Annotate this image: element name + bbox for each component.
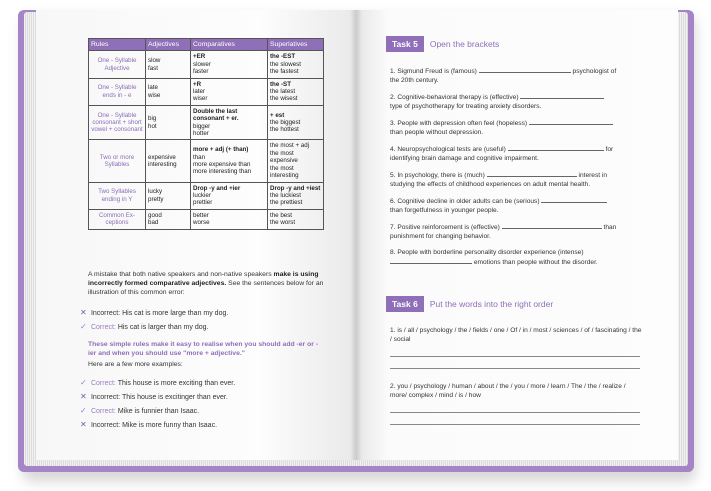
column-header: Adjectives	[146, 39, 191, 51]
intro-text: See the sentences below for an illustration of this common error:	[88, 280, 324, 296]
task5-item-8: 8. People with borderline personality disorder experience (intense) emotions than people without the disorder.	[390, 249, 598, 266]
table-row	[89, 140, 324, 182]
answer-blank[interactable]	[520, 92, 604, 99]
cell-line: bad	[148, 219, 159, 227]
example-text: This house is more exciting than ever.	[117, 380, 236, 387]
answer-blank[interactable]	[541, 196, 607, 203]
task6-item-2: 2. you / psychology / human / about / the / you / more / learn / The / the / realize / more/ complex / mind / is / how	[390, 383, 626, 399]
check-icon: ✓	[80, 322, 87, 331]
column-header: Superlatives	[268, 39, 324, 51]
example-label: Incorrect:	[90, 422, 121, 429]
cell-line: the luckiest	[270, 191, 301, 199]
cell-line: faster	[193, 68, 209, 76]
cell-rule: Drop -y and +ier	[193, 184, 241, 192]
task5-item-1: 1. Sigmund Freud is (famous) psychologist of the 20th century.	[390, 68, 617, 84]
example-correct	[80, 322, 208, 331]
example-label: Correct:	[90, 324, 116, 331]
example-text: His cat is more large than my dog.	[122, 310, 229, 317]
task5-header	[386, 36, 499, 52]
example-label: Correct:	[90, 408, 116, 415]
cell-line: prettier	[193, 199, 213, 207]
cell-line: the fastest	[270, 68, 299, 76]
example-incorrect	[80, 308, 228, 317]
example-label: Incorrect:	[90, 310, 121, 317]
check-icon: ✓	[80, 406, 87, 415]
tip-follow: Here are a few more examples:	[88, 361, 183, 368]
task5-item-5: 5. In psychology, there is (much) interest in studying the effects of childhood experiences on adult mental health.	[390, 172, 608, 188]
cell-rule: more + adj (+ than)	[193, 146, 249, 154]
column-header: Comparatives	[191, 39, 268, 51]
cell-rule: the -EST	[270, 53, 296, 61]
cell-line: hotter	[193, 130, 209, 138]
cell-rule: the -ST	[270, 80, 291, 88]
cross-icon: ✕	[80, 308, 87, 317]
right-page	[356, 10, 678, 460]
cross-icon: ✕	[80, 392, 87, 401]
table-row	[89, 182, 324, 209]
intro-make: make is	[273, 271, 299, 278]
table-header-row	[89, 39, 324, 51]
example-correct	[80, 378, 235, 387]
example-incorrect	[80, 392, 228, 401]
answer-line[interactable]	[390, 412, 640, 413]
task6-title: Put the words into the right order	[429, 299, 554, 309]
comparative-cell	[191, 78, 268, 105]
cell-line: slower	[193, 60, 211, 68]
answer-blank[interactable]	[487, 170, 577, 177]
rule-cell: One - Syllable consonant + short vowel + consonant	[89, 105, 146, 140]
cell-line: the slowest	[270, 60, 301, 68]
cell-line: late	[148, 84, 158, 92]
superlative-cell	[268, 140, 324, 182]
answer-blank[interactable]	[390, 257, 472, 264]
cell-line: the wisest	[270, 95, 298, 103]
answer-line[interactable]	[390, 356, 640, 357]
answer-blank[interactable]	[529, 118, 613, 125]
cross-icon: ✕	[80, 420, 87, 429]
cell-rule: +R	[193, 80, 202, 88]
column-header: Rules	[89, 39, 146, 51]
cell-line: hot	[148, 122, 157, 130]
cell-line: expensive	[148, 153, 176, 161]
cell-line: fast	[148, 64, 158, 72]
cell-line: good	[148, 211, 162, 219]
cell-line: slow	[148, 57, 161, 65]
task5-item-2: 2. Cognitive-behavioral therapy is (effective) type of psychotherapy for treating anxiety disorders.	[390, 92, 644, 111]
task5-item-4: 4. Neuropsychological tests are (useful) for identifying brain damage and cognitive impairment.	[390, 146, 614, 162]
comparative-cell	[191, 182, 268, 209]
comparative-cell	[191, 105, 268, 140]
cell-line: pretty	[148, 195, 164, 203]
cell-line: the best	[270, 211, 293, 219]
cell-line: interesting	[148, 160, 177, 168]
cell-line: big	[148, 115, 157, 123]
cell-line: the prettiest	[270, 199, 303, 207]
comparative-cell	[191, 209, 268, 229]
adjective-cell	[146, 182, 191, 209]
comparative-cell	[191, 140, 268, 182]
task5-item-3: 3. People with depression often feel (hopeless) than people without depression.	[390, 118, 644, 137]
example-label: Incorrect:	[90, 394, 121, 401]
example-label: Correct:	[90, 380, 116, 387]
cell-line: wiser	[193, 95, 208, 103]
cell-line: the biggest	[270, 118, 301, 126]
intro-text: A mistake that both native speakers and non-native speakers	[88, 271, 272, 278]
answer-blank[interactable]	[502, 222, 602, 229]
cell-line: the latest	[270, 88, 296, 96]
table-row	[89, 78, 324, 105]
cell-rule: +ER	[193, 53, 206, 61]
cell-line: better	[193, 211, 209, 219]
example-incorrect	[80, 420, 217, 429]
cell-line: the most expensive	[270, 149, 298, 165]
check-icon: ✓	[80, 378, 87, 387]
cell-line: the hottest	[270, 126, 299, 134]
cell-line: the worst	[270, 219, 296, 227]
cell-line: the most + adj	[270, 142, 310, 150]
task5-item-6: 6. Cognitive decline in older adults can be (serious) than forgetfulness in younger people.	[390, 196, 644, 215]
cell-line: than	[193, 153, 206, 161]
tip-text: These simple rules make it easy to realise when you should add -er or -ier and when you should use "more + adjective."	[88, 341, 319, 357]
adjective-cell	[146, 105, 191, 140]
cell-line: luckier	[193, 191, 211, 199]
adjective-cell	[146, 209, 191, 229]
comparatives-table	[88, 38, 324, 230]
task5-item-7: 7. Positive reinforcement is (effective) than punishment for changing behavior.	[390, 224, 617, 240]
cell-rule: + est	[270, 111, 285, 119]
answer-line[interactable]	[390, 368, 640, 369]
superlative-cell	[268, 182, 324, 209]
cell-line: later	[193, 88, 206, 96]
intro-paragraph	[88, 270, 324, 297]
cell-line: the most interesting	[270, 164, 299, 180]
example-text: His cat is larger than my dog.	[117, 324, 209, 331]
adjective-cell	[146, 140, 191, 182]
book-gutter	[350, 10, 362, 460]
cell-line: bigger	[193, 122, 211, 130]
task6-item-1: 1. is / all / psychology / the / fields / one / Of / in / most / sciences / of / fascinating / the / social	[390, 327, 642, 343]
adjective-cell	[146, 51, 191, 78]
answer-blank[interactable]	[479, 66, 571, 73]
superlative-cell	[268, 209, 324, 229]
superlative-cell	[268, 78, 324, 105]
example-text: Mike is more funny than Isaac.	[122, 422, 218, 429]
example-text: This house is excitinger than ever.	[121, 394, 228, 401]
comparative-cell	[191, 51, 268, 78]
intro-bold: using incorrectly formed comparative adjectives.	[88, 271, 319, 287]
task6-badge: Task 6	[386, 296, 424, 312]
cell-line: more interesting than	[193, 168, 252, 176]
answer-line[interactable]	[390, 424, 640, 425]
task5-title: Open the brackets	[429, 39, 500, 49]
rule-cell: Two Syllables ending in Y	[89, 182, 146, 209]
superlative-cell	[268, 51, 324, 78]
table-row	[89, 209, 324, 229]
task5-badge: Task 5	[386, 36, 424, 52]
left-page	[36, 10, 356, 460]
rule-cell: One - Syllable Adjective	[89, 51, 146, 78]
rule-cell: One - Syllable ends in - e	[89, 78, 146, 105]
cell-rule: Drop -y and +iest	[270, 184, 321, 192]
cell-line: lucky	[148, 188, 163, 196]
example-correct	[80, 406, 199, 415]
cell-line: more expensive than	[193, 160, 251, 168]
rule-cell: Common Ex-ceptions	[89, 209, 146, 229]
answer-blank[interactable]	[508, 144, 604, 151]
cell-line: worse	[193, 219, 210, 227]
task6-header	[386, 296, 553, 312]
cell-line: wise	[148, 91, 161, 99]
example-text: Mike is funnier than Isaac.	[117, 408, 200, 415]
adjective-cell	[146, 78, 191, 105]
table-row	[89, 105, 324, 140]
table-row	[89, 51, 324, 78]
cell-rule: Double the last consonant + er.	[193, 107, 239, 123]
superlative-cell	[268, 105, 324, 140]
rule-cell: Two or more Syllables	[89, 140, 146, 182]
